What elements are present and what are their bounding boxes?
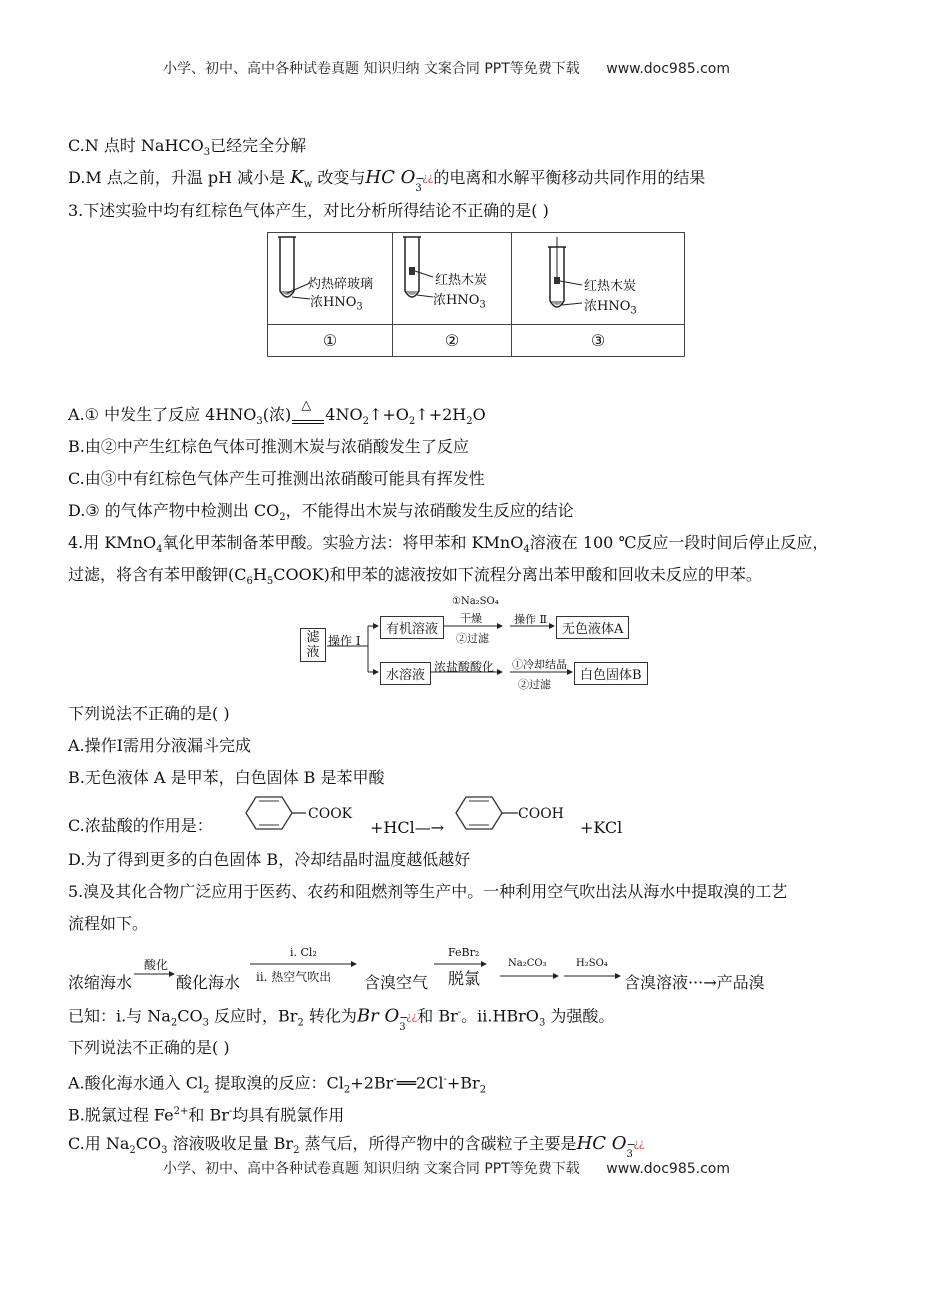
q5-stem-1: 5.溴及其化合物广泛应用于医药、农药和阻燃剂等生产中。一种利用空气吹出法从海水中提取溴的工艺 bbox=[68, 882, 788, 901]
q4-option-d: D.为了得到更多的白色固体 B，冷却结晶时温度越低越好 bbox=[68, 850, 471, 869]
kcl-label: +KCl bbox=[580, 818, 623, 837]
q4-flowchart bbox=[300, 596, 660, 691]
q2-option-d: D.M 点之前，升温 pH 减小是 $K_w$ 改变与HC O 3 − ¿¿ 的电离和水解平衡移动共同作用的结果 bbox=[68, 167, 706, 195]
flow-filtrate-box: 滤 液 bbox=[300, 628, 326, 662]
q5-ask: 下列说法不正确的是( ) bbox=[68, 1038, 230, 1057]
q3-experiment-table bbox=[267, 232, 685, 357]
exp-cell-2 bbox=[393, 233, 512, 325]
q4-option-b: B.无色液体 A 是甲苯，白色固体 B 是苯甲酸 bbox=[68, 768, 385, 787]
flow-organic-box: 有机溶液 bbox=[380, 616, 444, 639]
q5-option-b: B.脱氯过程 $Fe^{2+}$和 Br-均具有脱氯作用 bbox=[68, 1105, 345, 1125]
q4-stem-1: 4.用 KMnO$_4$氧化甲苯制备苯甲酸。实验方法：将甲苯和 KMnO$_4$溶液在 100 ℃反应一段时间后停止反应， bbox=[68, 533, 829, 556]
exp-num-3: ③ bbox=[512, 325, 685, 357]
q4-ask: 下列说法不正确的是( ) bbox=[68, 704, 230, 723]
q5-option-c: C.用 $Na_2CO_3$ 溶液吸收足量 $Br_2$ 蒸气后，所得产物中的含碳粒子主要是HC O 3 − ¿¿ bbox=[68, 1133, 645, 1161]
q3-option-a: A.① 中发生了反应 $4HNO_3$(浓) △ $4NO_2↑+O_2↑+2H_2O$ bbox=[68, 398, 486, 428]
cook-label: COOK bbox=[308, 806, 353, 822]
flow-cl2: ⅰ. Cl₂ bbox=[290, 946, 317, 959]
q3-option-b: B.由②中产生红棕色气体可推测木炭与浓硝酸发生了反应 bbox=[68, 437, 469, 456]
flow-acidify: 酸化 bbox=[144, 958, 169, 972]
flow-op2: 操作 Ⅱ bbox=[514, 613, 547, 626]
flow-na2co3: Na₂CO₃ bbox=[508, 958, 547, 969]
header-text: 小学、初中、高中各种试卷真题 知识归纳 文案合同 PPT等免费下载 bbox=[163, 61, 580, 77]
q5-flowchart bbox=[68, 942, 828, 992]
exp2-label1: 红热木炭 bbox=[435, 273, 488, 288]
q5-option-a: A.酸化海水通入 $Cl_2$ 提取溴的反应：$Cl_2+2Br^-══2Cl^-+Br_2$ bbox=[68, 1073, 487, 1096]
flow-hot-air: ⅱ. 热空气吹出 bbox=[256, 970, 332, 984]
exp-num-1: ① bbox=[268, 325, 393, 357]
flow-seawater: 浓缩海水 bbox=[68, 973, 133, 992]
exp-cell-1 bbox=[268, 233, 393, 325]
exp1-label1: 灼热碎玻璃 bbox=[308, 277, 374, 292]
q5-known: 已知：ⅰ.与 $Na_2CO_3$ 反应时，$Br_2$ 转化为Br O 3 − ¿¿ 和 Br-。ⅱ.HBrO$_3$ 为强酸。 bbox=[68, 1005, 615, 1033]
flow-cool: ①冷却结晶 bbox=[512, 658, 567, 671]
q4-option-c-text: C.浓盐酸的作用是： bbox=[68, 816, 213, 835]
flow-br-air: 含溴空气 bbox=[364, 973, 429, 992]
q5-stem-2: 流程如下。 bbox=[68, 914, 149, 933]
q4-option-a: A.操作Ⅰ需用分液漏斗完成 bbox=[68, 736, 251, 755]
cooh-label: COOH bbox=[518, 806, 564, 822]
flow-aqueous-box: 水溶液 bbox=[380, 662, 431, 685]
flow-op1: 操作 Ⅰ bbox=[328, 634, 361, 648]
flow-na2so4: ①Na₂SO₄ bbox=[452, 596, 499, 607]
q3-stem: 3.下述实验中均有红棕色气体产生，对比分析所得结论不正确的是( ) bbox=[68, 201, 549, 220]
flow-hcl: 浓盐酸酸化 bbox=[434, 660, 495, 674]
q4-stem-2: 过滤，将含有苯甲酸钾$(C_6H_5COOK)$和甲苯的滤液按如下流程分离出苯甲酸和回收未反应的甲苯。 bbox=[68, 565, 762, 588]
flow-filter2: ②过滤 bbox=[518, 678, 551, 691]
heat-symbol: △ bbox=[301, 398, 312, 414]
flow-h2so4: H₂SO₄ bbox=[576, 958, 608, 969]
exp1-label2: 浓$HNO_3$ bbox=[310, 295, 363, 313]
exp3-label1: 红热木炭 bbox=[584, 279, 637, 294]
page-header bbox=[163, 58, 730, 78]
header-site: www.doc985.com bbox=[606, 61, 730, 77]
flow-dechlorination: 脱氯 bbox=[448, 969, 481, 988]
flow-febr2: FeBr₂ bbox=[448, 946, 480, 959]
footer-site: www.doc985.com bbox=[606, 1161, 730, 1177]
flow-dry: 干燥 bbox=[460, 612, 482, 625]
flow-liquid-a-box: 无色液体A bbox=[556, 616, 629, 639]
page-footer bbox=[163, 1158, 730, 1178]
q3-option-c: C.由③中有红棕色气体产生可推测出浓硝酸可能具有挥发性 bbox=[68, 469, 485, 488]
flow-solid-b-box: 白色固体B bbox=[574, 662, 648, 685]
exp-num-2: ② bbox=[393, 325, 512, 357]
q3-option-d: D.③ 的气体产物中检测出 $CO_2$，不能得出木炭与浓硝酸发生反应的结论 bbox=[68, 501, 574, 524]
q2-option-c: C.N 点时 NaHCO$_3$已经完全分解 bbox=[68, 136, 307, 159]
flow-acid-seawater: 酸化海水 bbox=[176, 973, 241, 992]
exp-cell-3 bbox=[512, 233, 685, 325]
flow-product: 含溴溶液···→产品溴 bbox=[624, 973, 765, 992]
flow-filter1: ②过滤 bbox=[456, 632, 489, 645]
exp2-label2: 浓$HNO_3$ bbox=[433, 293, 486, 311]
hcl-arrow: +HCl—→ bbox=[370, 818, 445, 837]
exp3-label2: 浓$HNO_3$ bbox=[584, 299, 637, 317]
footer-text: 小学、初中、高中各种试卷真题 知识归纳 文案合同 PPT等免费下载 bbox=[163, 1161, 580, 1177]
